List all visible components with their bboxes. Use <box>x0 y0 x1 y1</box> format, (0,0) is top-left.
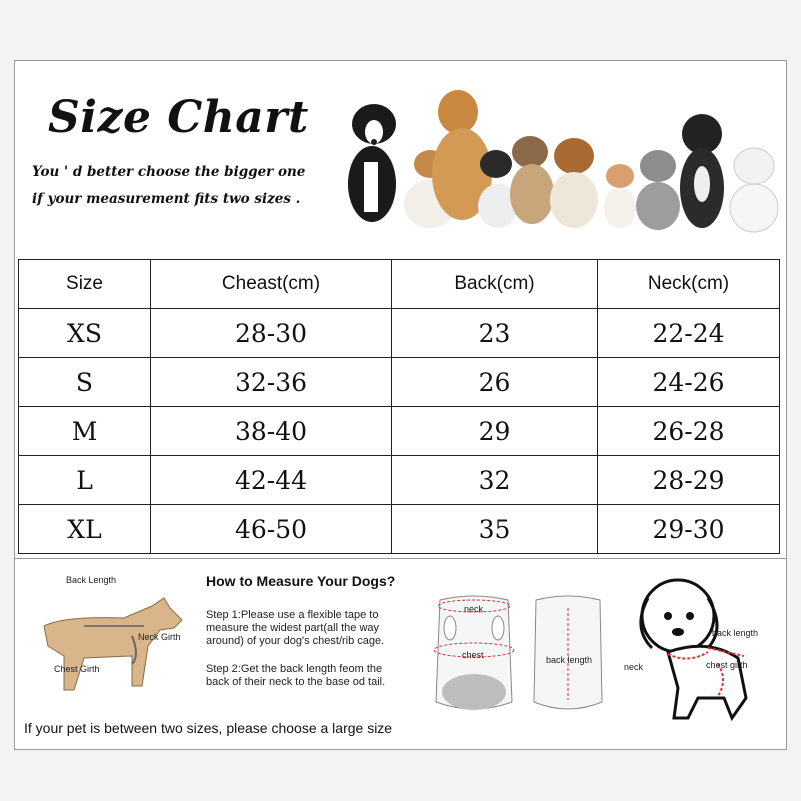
puppy-chest-girth-label: chest girth <box>706 660 748 670</box>
neck-cell: 26-28 <box>598 407 780 456</box>
size-cell: XL <box>19 505 151 554</box>
column-header-back: Back(cm) <box>392 260 598 309</box>
back-cell: 35 <box>392 505 598 554</box>
shirt-back-length-label: back length <box>546 655 593 665</box>
small-dog <box>604 164 636 228</box>
chest-cell: 28-30 <box>151 309 392 358</box>
neck-cell: 22-24 <box>598 309 780 358</box>
size-table <box>18 259 780 554</box>
shirt-back-illustration <box>530 592 606 714</box>
column-header-chest: Cheast(cm) <box>151 260 392 309</box>
neck-cell: 28-29 <box>598 456 780 505</box>
table-row <box>19 456 780 505</box>
neck-cell: 29-30 <box>598 505 780 554</box>
back-cell: 29 <box>392 407 598 456</box>
table-row <box>19 358 780 407</box>
table-row <box>19 309 780 358</box>
subtitle-line-1: You ' d better choose the bigger one <box>32 164 306 180</box>
puppy-illustration <box>628 568 778 728</box>
pets-illustration <box>340 84 780 234</box>
size-cell: S <box>19 358 151 407</box>
neck-girth-label: Neck Girth <box>138 632 181 642</box>
column-header-neck: Neck(cm) <box>598 260 780 309</box>
table-row <box>19 407 780 456</box>
chest-cell: 32-36 <box>151 358 392 407</box>
footnote: If your pet is between two sizes, please choose a large size <box>24 720 393 736</box>
chest-cell: 46-50 <box>151 505 392 554</box>
back-length-label: Back Length <box>66 575 117 585</box>
back-cell: 32 <box>392 456 598 505</box>
shirt-chest-label: chest <box>462 650 484 660</box>
border-collie-dog <box>348 104 396 222</box>
puppy-back-length-label: back length <box>712 628 759 638</box>
step-2-text: Step 2:Get the back length feom the back of their neck to the base od tail. <box>206 663 386 688</box>
brown-dog <box>510 136 554 224</box>
step-1-text: Step 1:Please use a flexible tape to measure the widest part(all the way around) of your dog's chest/rib cage. <box>206 609 385 647</box>
column-header-size: Size <box>19 260 151 309</box>
subtitle-line-2: if your measurement fits two sizes . <box>32 191 301 207</box>
chest-cell: 38-40 <box>151 407 392 456</box>
puppy-neck-label: neck <box>624 662 644 672</box>
page-title: Size Chart <box>48 92 309 143</box>
measure-heading: How to Measure Your Dogs? <box>206 573 396 589</box>
shirt-neck-label: neck <box>464 604 484 614</box>
neck-cell: 24-26 <box>598 358 780 407</box>
table-row <box>19 505 780 554</box>
chest-cell: 42-44 <box>151 456 392 505</box>
back-cell: 26 <box>392 358 598 407</box>
size-cell: L <box>19 456 151 505</box>
table-header-row <box>19 260 780 309</box>
size-cell: XS <box>19 309 151 358</box>
size-cell: M <box>19 407 151 456</box>
beagle-dog <box>550 138 598 228</box>
french-bulldog <box>680 114 724 228</box>
husky-measure-illustration <box>24 586 194 704</box>
chest-girth-label: Chest Girth <box>54 664 100 674</box>
white-cat <box>730 148 778 232</box>
grey-cat <box>636 150 680 230</box>
back-cell: 23 <box>392 309 598 358</box>
